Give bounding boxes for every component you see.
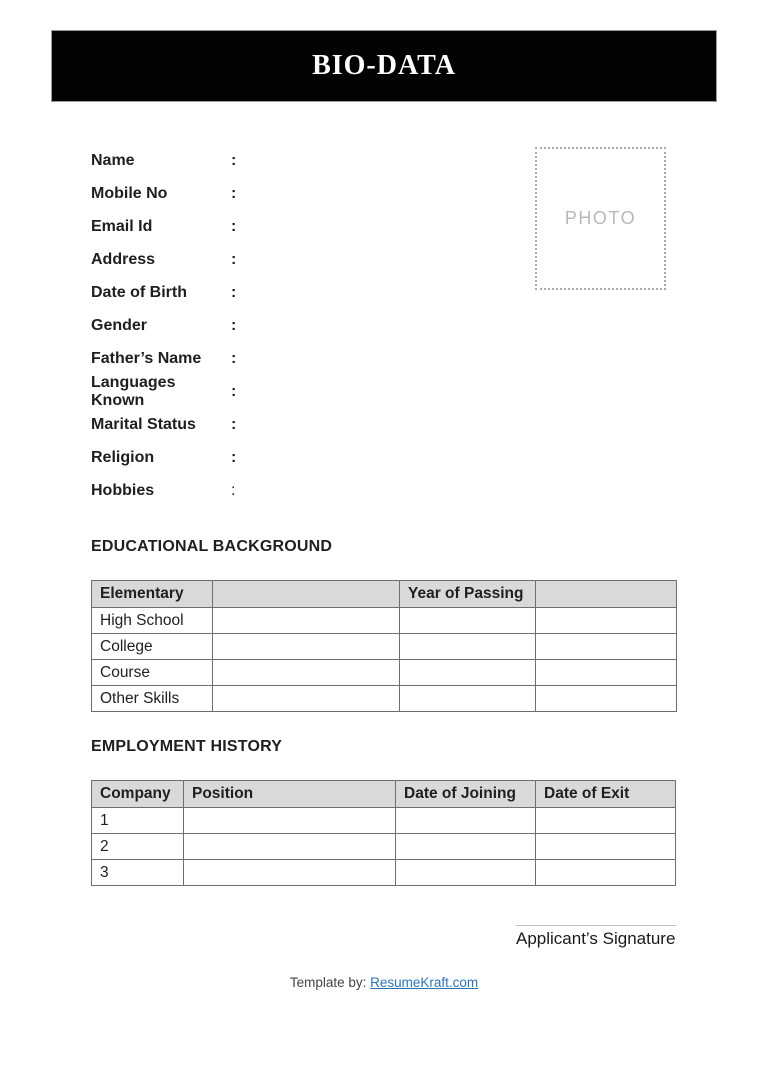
field-label: Mobile No [91, 184, 168, 202]
employment-table [91, 780, 676, 886]
emp-cell [536, 808, 676, 834]
emp-cell: 3 [92, 860, 184, 886]
emp-cell [184, 808, 396, 834]
edu-cell: Other Skills [92, 686, 213, 712]
field-colon: : [231, 448, 237, 466]
field-row-dob [91, 276, 236, 309]
table-row [92, 660, 677, 686]
edu-cell [400, 660, 536, 686]
field-colon: : [231, 481, 236, 499]
emp-cell: 1 [92, 808, 184, 834]
field-label: Languages Known [91, 373, 176, 409]
emp-cell [396, 860, 536, 886]
education-table [91, 580, 677, 712]
field-colon: : [231, 316, 237, 334]
edu-header-cell [536, 581, 677, 608]
field-row-email [91, 210, 236, 243]
edu-cell [536, 660, 677, 686]
field-row-religion [91, 441, 236, 474]
table-row [92, 808, 676, 834]
table-row [92, 634, 677, 660]
field-colon: : [231, 283, 237, 301]
education-section-heading: EDUCATIONAL BACKGROUND [91, 538, 333, 555]
photo-placeholder-box [535, 147, 666, 290]
field-colon: : [231, 217, 237, 235]
field-label: Gender [91, 316, 148, 334]
emp-cell [396, 808, 536, 834]
edu-cell [400, 634, 536, 660]
emp-cell: 2 [92, 834, 184, 860]
edu-cell [213, 686, 400, 712]
edu-cell [536, 634, 677, 660]
edu-cell [536, 686, 677, 712]
applicant-signature-line: Applicant’s Signature [516, 925, 676, 949]
field-row-marital-status [91, 408, 236, 441]
education-header-row [92, 581, 677, 608]
employment-header-row [92, 781, 676, 808]
edu-cell [400, 686, 536, 712]
field-row-mobile [91, 177, 236, 210]
edu-cell [213, 634, 400, 660]
field-label: Hobbies [91, 481, 155, 499]
page-title: BIO-DATA [312, 50, 456, 81]
table-row [92, 686, 677, 712]
table-row [92, 860, 676, 886]
emp-cell [536, 834, 676, 860]
field-row-address [91, 243, 236, 276]
field-row-gender [91, 309, 236, 342]
field-label: Name [91, 151, 135, 169]
footer [0, 975, 768, 990]
field-colon: : [231, 349, 237, 367]
edu-cell: College [92, 634, 213, 660]
field-label: Date of Birth [91, 283, 187, 301]
edu-cell [400, 608, 536, 634]
edu-cell [213, 660, 400, 686]
emp-header-cell: Position [184, 781, 396, 808]
employment-section-heading: EMPLOYMENT HISTORY [91, 738, 283, 755]
title-bar [51, 30, 717, 102]
emp-header-cell: Date of Exit [536, 781, 676, 808]
edu-cell: Course [92, 660, 213, 686]
emp-cell [184, 834, 396, 860]
emp-cell [184, 860, 396, 886]
field-colon: : [231, 382, 237, 400]
edu-header-cell [213, 581, 400, 608]
emp-header-cell: Company [92, 781, 184, 808]
field-row-hobbies [91, 474, 236, 507]
edu-cell: High School [92, 608, 213, 634]
edu-header-cell: Elementary [92, 581, 213, 608]
emp-cell [396, 834, 536, 860]
field-row-fathers-name [91, 342, 236, 375]
edu-header-cell: Year of Passing [400, 581, 536, 608]
field-colon: : [231, 415, 237, 433]
field-label: Father’s Name [91, 349, 202, 367]
emp-cell [536, 860, 676, 886]
table-row [92, 608, 677, 634]
resumekraft-link[interactable]: ResumeKraft.com [370, 975, 479, 990]
field-label: Marital Status [91, 415, 196, 433]
field-label: Email Id [91, 217, 153, 235]
edu-cell [213, 608, 400, 634]
field-colon: : [231, 151, 237, 169]
field-label: Address [91, 250, 156, 268]
photo-placeholder-label: PHOTO [564, 208, 637, 228]
footer-prefix: Template by: [289, 975, 371, 990]
emp-header-cell: Date of Joining [396, 781, 536, 808]
field-colon: : [231, 250, 237, 268]
field-colon: : [231, 184, 237, 202]
field-row-languages [91, 375, 236, 408]
field-row-name [91, 144, 236, 177]
personal-details-section [91, 144, 236, 507]
table-row [92, 834, 676, 860]
field-label: Religion [91, 448, 155, 466]
edu-cell [536, 608, 677, 634]
